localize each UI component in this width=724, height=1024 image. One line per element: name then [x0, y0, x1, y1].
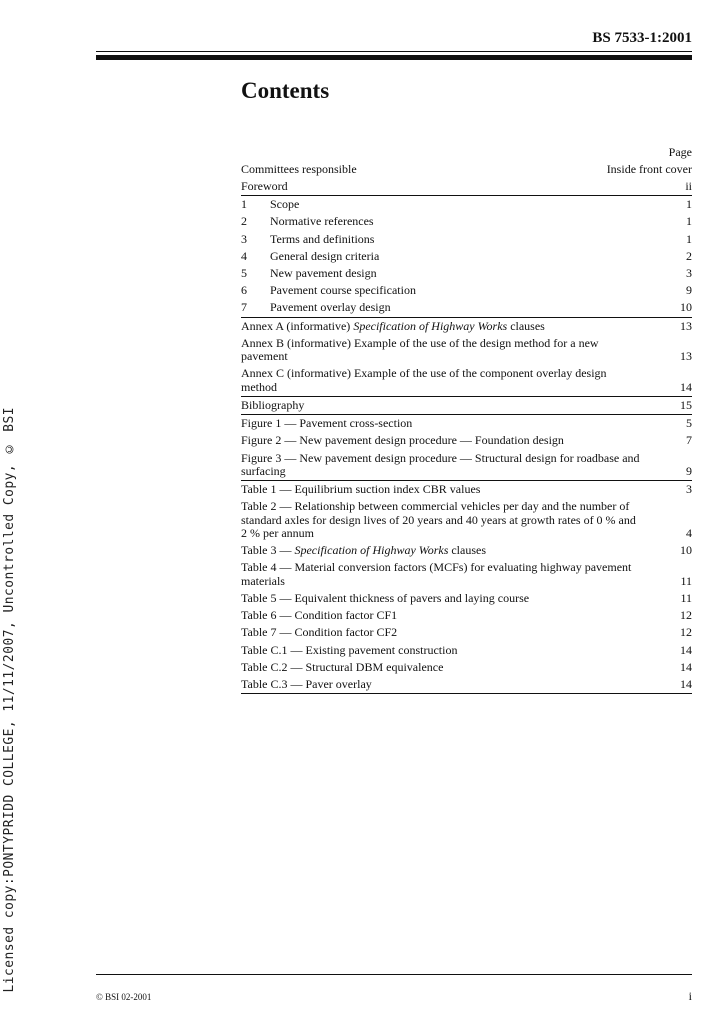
toc-entry-title: Figure 3 — New pavement design procedure — Structural design for roadbase and surfacing	[241, 450, 640, 478]
toc-entry-title	[241, 320, 674, 333]
toc-entry-title: Annex B (informative) Example of the use of the design method for a new pavement	[241, 335, 599, 364]
toc-entry-page: 14	[680, 642, 692, 657]
toc-entry[interactable]	[241, 625, 692, 642]
footer-copyright: © BSI 02-2001	[96, 992, 152, 1002]
toc-entry-number: 7	[241, 300, 247, 315]
toc-entry[interactable]	[241, 214, 692, 231]
toc-entry[interactable]	[241, 642, 692, 659]
toc-entry-page: 12	[680, 625, 692, 640]
toc-entry-page: 15	[680, 397, 692, 412]
toc-entry-page: 7	[686, 433, 692, 448]
toc-entry-title: New pavement design	[270, 266, 377, 281]
toc-entry-title: Table 7 — Condition factor CF2	[241, 625, 398, 640]
toc-entry-number: 6	[241, 283, 247, 298]
toc-entry-page: 5	[686, 416, 692, 431]
toc-entry-page: 14	[680, 659, 692, 674]
toc-entry-title: Table 4 — Material conversion factors (MCFs) for evaluating highway pavement materials	[241, 560, 632, 588]
toc-entry-page: 10	[680, 300, 692, 315]
toc-entry-page: 14	[680, 677, 692, 692]
toc-entry[interactable]	[241, 676, 692, 693]
toc-entry-title: Annex C (informative) Example of the use of the component overlay design method	[241, 366, 607, 394]
toc-entry[interactable]	[241, 161, 692, 178]
toc-entry-title	[241, 544, 674, 557]
toc-group	[241, 196, 692, 317]
toc-entry[interactable]	[241, 450, 692, 481]
toc-entry-page: 3	[686, 266, 692, 281]
toc-entry-title-prefix: Annex A (informative)	[241, 318, 354, 333]
document-code: BS 7533-1:2001	[592, 30, 692, 46]
toc-entry[interactable]	[241, 542, 692, 559]
footer-page-number: i	[688, 989, 692, 1003]
toc-entry-page: 1	[686, 214, 692, 229]
toc-entry[interactable]	[241, 659, 692, 676]
toc-entry-number: 4	[241, 248, 247, 263]
toc-entry[interactable]	[241, 265, 692, 282]
toc-entry-title: Pavement overlay design	[270, 300, 391, 315]
license-watermark: Licensed copy:PONTYPRIDD COLLEGE, 11/11/2007, Uncontrolled Copy, © BSI	[2, 406, 17, 992]
toc-entry[interactable]	[241, 300, 692, 317]
toc-entry-title: Committees responsible	[241, 161, 357, 176]
toc-entry[interactable]	[241, 607, 692, 624]
toc-entry[interactable]	[241, 432, 692, 449]
toc-group	[241, 397, 692, 415]
toc-entry-page: 9	[686, 283, 692, 298]
toc-entry-title-suffix: clauses	[448, 543, 487, 558]
toc-groups	[241, 161, 692, 694]
toc-entry-page: 13	[680, 318, 692, 333]
toc-entry[interactable]	[241, 196, 692, 213]
toc-entry-title: Terms and definitions	[270, 231, 375, 246]
toc-entry[interactable]	[241, 498, 692, 542]
toc-entry-title: Table C.2 — Structural DBM equivalence	[241, 659, 444, 674]
toc-group	[241, 161, 692, 196]
toc-entry-title: Figure 2 — New pavement design procedure — Foundation design	[241, 433, 564, 448]
toc-entry-page: Inside front cover	[606, 161, 692, 176]
toc-entry-title: Normative references	[270, 214, 374, 229]
toc-entry-page: 2	[686, 248, 692, 263]
footer-rule	[96, 974, 692, 975]
toc-entry-title: Scope	[270, 197, 300, 212]
toc-entry[interactable]	[241, 560, 692, 591]
page-column-label: Page	[668, 145, 692, 159]
toc-entry-title-italic: Specification of Highway Works	[294, 543, 449, 558]
toc-entry-page: 9	[686, 463, 692, 478]
toc-entry-page: ii	[685, 179, 692, 194]
toc-entry-page: 1	[686, 231, 692, 246]
toc-entry[interactable]	[241, 481, 692, 498]
toc-entry-title: Bibliography	[241, 397, 305, 412]
toc-entry-page: 4	[686, 526, 692, 541]
toc-entry-title: Table 5 — Equivalent thickness of pavers and laying course	[241, 591, 530, 606]
toc-entry[interactable]	[241, 318, 692, 335]
toc-group	[241, 481, 692, 694]
toc-entry-title: Table 2 — Relationship between commercial vehicles per day and the number of standard axles for design lives of 20 years and 40 years at growth rates of 0 % and 2 % per annum	[241, 499, 636, 541]
toc-entry-number: 5	[241, 266, 247, 281]
toc-entry-title: Table C.1 — Existing pavement construction	[241, 642, 458, 657]
toc-entry[interactable]	[241, 248, 692, 265]
toc-entry[interactable]	[241, 590, 692, 607]
toc-entry-page: 14	[680, 379, 692, 394]
toc-entry-title-suffix: clauses	[507, 318, 545, 333]
toc-group	[241, 415, 692, 481]
header-rule-thick	[96, 55, 692, 60]
toc-entry-title: Foreword	[241, 179, 288, 194]
toc-entry[interactable]	[241, 282, 692, 299]
toc-entry-number: 2	[241, 214, 247, 229]
toc-entry-title-prefix: Table 3 —	[241, 543, 295, 558]
toc-entry-page: 10	[680, 543, 692, 558]
toc-entry-title: Table 1 — Equilibrium suction index CBR values	[241, 482, 481, 497]
toc-entry[interactable]	[241, 231, 692, 248]
toc-entry-page: 3	[686, 482, 692, 497]
toc-entry[interactable]	[241, 397, 692, 414]
header-rule-thin	[96, 51, 692, 52]
toc-entry-number: 3	[241, 231, 247, 246]
toc-entry-title-italic: Specification of Highway Works	[353, 318, 508, 333]
page-title: Contents	[241, 78, 330, 103]
toc-entry[interactable]	[241, 178, 692, 195]
toc-entry[interactable]	[241, 365, 692, 396]
toc-entry-title: Table C.3 — Paver overlay	[241, 677, 372, 692]
toc-entry-number: 1	[241, 197, 247, 212]
toc-entry-title: General design criteria	[270, 248, 380, 263]
toc-entry[interactable]	[241, 415, 692, 432]
toc-entry-page: 1	[686, 197, 692, 212]
toc-entry-page: 11	[680, 591, 692, 606]
toc-entry-page: 11	[680, 573, 692, 588]
toc-entry-title: Table 6 — Condition factor CF1	[241, 608, 398, 623]
toc-entry[interactable]	[241, 335, 692, 366]
toc-entry-title: Pavement course specification	[270, 283, 416, 298]
table-of-contents	[241, 146, 692, 694]
toc-group	[241, 318, 692, 397]
toc-entry-page: 12	[680, 608, 692, 623]
toc-entry-page: 13	[680, 349, 692, 364]
toc-entry-title: Figure 1 — Pavement cross-section	[241, 416, 413, 431]
